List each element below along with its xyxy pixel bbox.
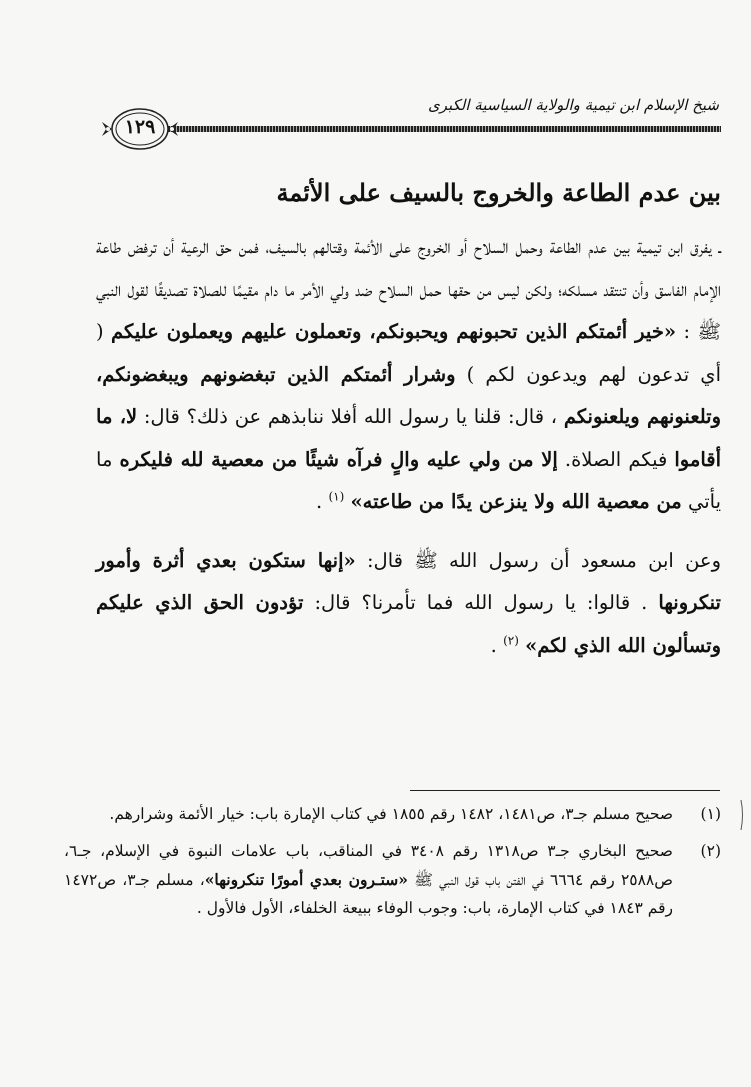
- paragraph-text: وعن ابن مسعود أن رسول الله ﷺ قال:: [355, 548, 721, 572]
- paragraph-text: . قالوا: يا رسول الله فما تأمرنا؟ قال:: [303, 591, 648, 614]
- footnote-text-part: ، مسلم جـ٣، ص١٤٧٢ رقم ١٨٤٣ في كتاب الإمارة، باب: وجوب الوفاء ببيعة الخلفاء، الأول فالأول .: [64, 870, 673, 918]
- footnote-separator: [410, 790, 720, 791]
- footnote-2: [64, 837, 721, 923]
- hadith-quote: «إنها ستكون بعدي أثرة وأمور تنكرونها: [96, 548, 721, 614]
- page-number-badge: [98, 104, 182, 154]
- paragraph-2: [96, 540, 721, 668]
- hadith-quote: «خير أئمتكم الذين تحبونهم ويحبونكم، وتعملون عليهم ويعملون عليكم: [111, 320, 677, 343]
- paragraph-1: [96, 226, 721, 524]
- footnote-ref[interactable]: (٢): [503, 633, 519, 647]
- hadith-quote: إلا من ولي عليه والٍ فرآه شيئًا من معصية لله فليكره: [119, 447, 558, 471]
- paragraph-text: ( أي تدعون لهم ويدعون لكم ): [96, 320, 721, 386]
- margin-mark-icon: [738, 800, 744, 830]
- hadith-quote: لا، ما أقاموا: [96, 405, 722, 471]
- paragraph-text: فيكم الصلاة.: [557, 447, 668, 471]
- footnote-text: صحيح مسلم جـ٣، ص١٤٨١، ١٤٨٢ رقم ١٨٥٥ في كتاب الإمارة باب: خيار الأئمة وشرارهم.: [109, 805, 673, 823]
- running-title: شيخ الإسلام ابن تيمية والولاية السياسية الكبرى: [427, 96, 719, 114]
- paragraph-text: ، قال: قلنا يا رسول الله أفلا ننابذهم عن ذلك؟ قال:: [137, 405, 558, 428]
- footnotes: [64, 800, 721, 931]
- footnote-text-part: صحيح البخاري جـ٣ ص١٣١٨ رقم ٣٤٠٨ في المناقب، باب علامات النبوة في الإسلام، جـ٦، ص٢٥٨٨ رقم ٦٦٦٤ في الفتن باب قول النبي ﷺ: [64, 841, 673, 889]
- footnote-text: [64, 837, 673, 923]
- paragraph-text: .: [490, 633, 497, 657]
- page-number: ١٢٩: [124, 116, 156, 138]
- paragraph-text: ـ يفرق ابن تيمية بين عدم الطاعة وحمل السلاح أو الخروج على الأئمة وقتالهم بالسيف، فمن حق الرعية أن ترفض طاعة الإمام الفاسق وأن تنتقد مسلكه؛ ولكن ليس من حقها حمل السلاح ضد ولي الأمر ما دام مقيمًا للصلاة تصديقًا لقول النبي ﷺ :: [96, 235, 722, 343]
- footnote-1: [64, 800, 721, 829]
- header-rule: [168, 126, 721, 132]
- paragraph-text: ما يأتي: [96, 447, 721, 513]
- main-text: [96, 226, 721, 667]
- hadith-quote: وشرار أئمتكم الذين تبغضونهم ويبغضونكم، وتلعنونهم ويلعنونكم: [96, 362, 722, 428]
- paragraph-text: .: [316, 490, 323, 513]
- hadith-quote: تؤدون الحق الذي عليكم وتسألون الله الذي لكم»: [96, 591, 721, 657]
- footnote-quote: «ستـرون بعدي أمورًا تنكرونها»: [204, 869, 408, 889]
- footnote-ref[interactable]: (١): [328, 489, 345, 504]
- section-heading: بين عدم الطاعة والخروج بالسيف على الأئمة: [276, 178, 721, 207]
- footnote-number: (١): [700, 805, 721, 823]
- hadith-quote: من معصية الله ولا ينزعن يدًا من طاعته»: [350, 490, 682, 513]
- footnote-number: (٢): [700, 841, 721, 860]
